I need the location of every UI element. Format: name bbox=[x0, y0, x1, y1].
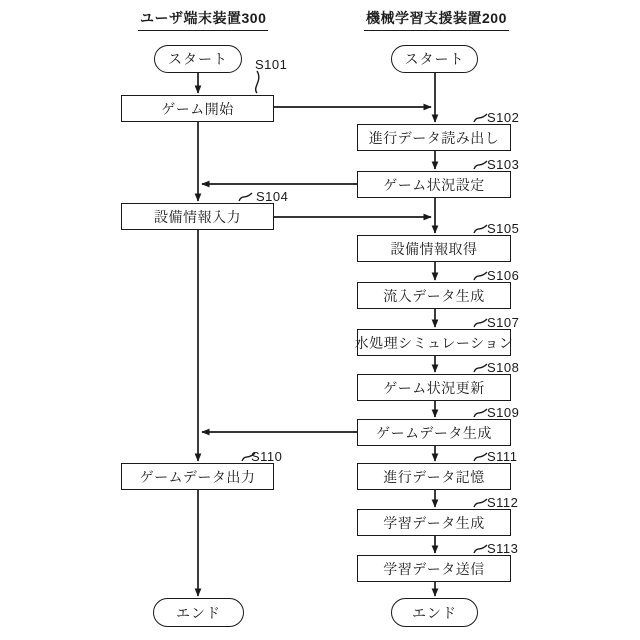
leader-squiggle-s106 bbox=[474, 272, 487, 280]
step-number-s101: S101 bbox=[255, 57, 288, 72]
leader-squiggle-s105 bbox=[474, 225, 487, 233]
leader-squiggle-s102 bbox=[474, 114, 487, 122]
leader-squiggle-s113 bbox=[474, 545, 487, 553]
step-number-s106: S106 bbox=[487, 268, 520, 283]
flow-step-game-data-generation: ゲームデータ生成 bbox=[357, 419, 511, 446]
flow-step-progress-data-store: 進行データ記憶 bbox=[357, 463, 511, 490]
step-number-s110: S110 bbox=[251, 449, 283, 464]
step-number-s107: S107 bbox=[487, 315, 520, 330]
step-number-s108: S108 bbox=[487, 360, 520, 375]
flow-step-learning-data-generation: 学習データ生成 bbox=[357, 509, 511, 536]
leader-squiggle-s108 bbox=[474, 364, 487, 372]
step-number-s105: S105 bbox=[487, 221, 520, 236]
step-number-s112: S112 bbox=[487, 495, 519, 510]
leader-squiggle-s111 bbox=[474, 453, 487, 461]
flow-step-game-state-update: ゲーム状況更新 bbox=[357, 374, 511, 401]
step-number-s109: S109 bbox=[487, 405, 520, 420]
step-number-s103: S103 bbox=[487, 157, 520, 172]
flow-step-inflow-data-generation: 流入データ生成 bbox=[357, 282, 511, 309]
terminal-right-end: エンド bbox=[391, 598, 478, 627]
terminal-left-start: スタート bbox=[154, 45, 242, 73]
flow-step-progress-data-read: 進行データ読み出し bbox=[357, 124, 511, 151]
step-number-s113: S113 bbox=[487, 541, 519, 556]
leader-squiggle-s107 bbox=[474, 319, 487, 327]
flow-step-game-start: ゲーム開始 bbox=[121, 95, 274, 122]
leader-squiggle-s104 bbox=[239, 193, 252, 201]
terminal-left-end: エンド bbox=[153, 598, 244, 627]
flow-step-game-data-output: ゲームデータ出力 bbox=[121, 463, 274, 490]
step-number-s102: S102 bbox=[487, 110, 520, 125]
flow-step-equipment-info-input: 設備情報入力 bbox=[121, 203, 274, 230]
leader-squiggle-s101 bbox=[256, 71, 259, 93]
step-number-s111: S111 bbox=[487, 449, 518, 464]
flow-step-learning-data-send: 学習データ送信 bbox=[357, 555, 511, 582]
flow-step-equipment-info-acquisition: 設備情報取得 bbox=[357, 235, 511, 262]
leader-squiggle-s103 bbox=[474, 161, 487, 169]
flow-step-water-treatment-simulation: 水処理シミュレーション bbox=[357, 329, 511, 356]
leader-squiggle-s109 bbox=[474, 409, 487, 417]
leader-squiggle-s112 bbox=[474, 499, 487, 507]
terminal-right-start: スタート bbox=[391, 45, 478, 73]
flow-step-game-state-setting: ゲーム状況設定 bbox=[357, 171, 511, 198]
column-title-user-terminal: ユーザ端末装置300 bbox=[138, 8, 268, 31]
step-number-s104: S104 bbox=[256, 189, 289, 204]
column-title-ml-support: 機械学習支援装置200 bbox=[364, 8, 509, 31]
